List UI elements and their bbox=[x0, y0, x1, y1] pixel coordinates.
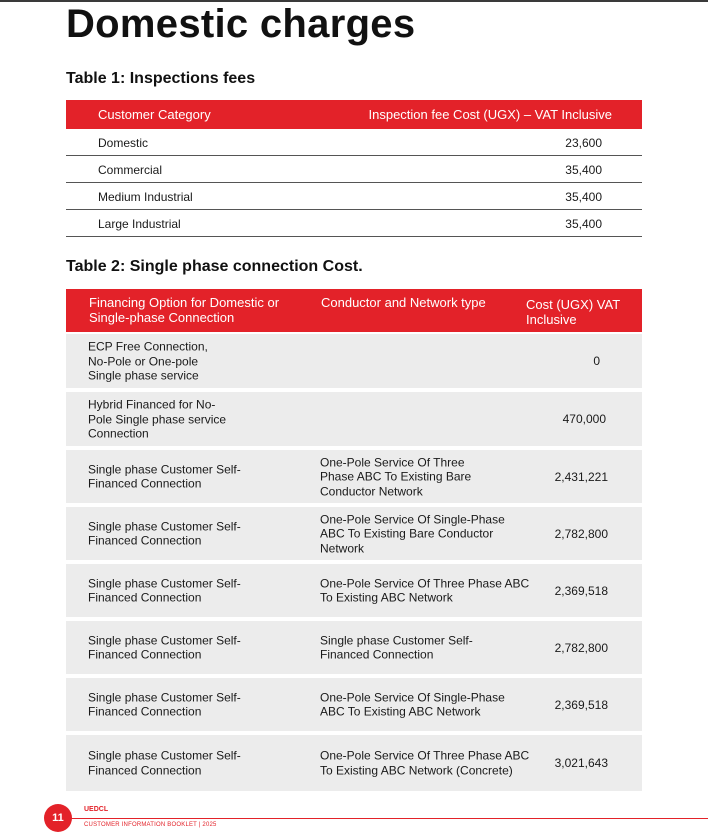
category-cell: Medium Industrial bbox=[98, 190, 193, 204]
table-row bbox=[66, 507, 642, 560]
option-cell: Single phase Customer Self-Financed Connection bbox=[88, 519, 241, 548]
inspection-fees-table bbox=[66, 100, 642, 237]
category-cell: Commercial bbox=[98, 163, 163, 177]
category-cell: Domestic bbox=[98, 136, 149, 150]
cost-cell: 2,369,518 bbox=[554, 583, 608, 598]
table2-caption: Table 2: Single phase connection Cost. bbox=[66, 258, 363, 275]
table-row bbox=[66, 183, 642, 210]
table1-header-cost: Inspection fee Cost (UGX) – VAT Inclusive bbox=[368, 107, 612, 122]
table2-header-network: Conductor and Network type bbox=[321, 295, 486, 310]
table-row bbox=[66, 156, 642, 183]
option-cell: Single phase Customer Self-Financed Connection bbox=[88, 690, 241, 719]
network-cell: One-Pole Service Of Single-Phase ABC To Existing ABC Network bbox=[320, 690, 505, 719]
table-row bbox=[66, 450, 642, 503]
cost-cell: 2,369,518 bbox=[554, 697, 608, 712]
cost-cell: 2,431,221 bbox=[554, 469, 608, 484]
option-cell: Single phase Customer Self-Financed Connection bbox=[88, 748, 241, 777]
cost-cell: 35,400 bbox=[565, 217, 602, 231]
cost-cell: 470,000 bbox=[562, 411, 606, 426]
network-cell: One-Pole Service Of Three Phase ABC To Existing Bare Conductor Network bbox=[320, 454, 472, 498]
network-cell: One-Pole Service Of Single-Phase ABC To Existing Bare Conductor Network bbox=[320, 511, 505, 555]
option-cell: Single phase Customer Self-Financed Connection bbox=[88, 576, 241, 605]
table1-header bbox=[66, 100, 642, 129]
table2-header-cost: Cost (UGX) VAT Inclusive bbox=[526, 297, 620, 327]
table2-header bbox=[66, 289, 642, 332]
option-cell: Single phase Customer Self-Financed Connection bbox=[88, 462, 241, 491]
table-row bbox=[66, 621, 642, 674]
single-phase-connection-table bbox=[66, 289, 642, 791]
table-row bbox=[66, 334, 642, 388]
cost-cell: 2,782,800 bbox=[554, 526, 608, 541]
cost-cell: 2,782,800 bbox=[554, 640, 608, 655]
page-title: Domestic charges bbox=[66, 2, 416, 46]
network-cell: One-Pole Service Of Three Phase ABC To Existing ABC Network (Concrete) bbox=[320, 748, 530, 777]
footer-brand: UEDCL bbox=[84, 806, 109, 813]
cost-cell: 23,600 bbox=[565, 136, 602, 150]
option-cell: Hybrid Financed for No-Pole Single phase service Connection bbox=[88, 397, 227, 441]
cost-cell: 35,400 bbox=[565, 163, 602, 177]
option-cell: ECP Free Connection, No-Pole or One-pole Single phase service bbox=[88, 339, 208, 383]
table-row bbox=[66, 678, 642, 731]
cost-cell: 35,400 bbox=[565, 190, 602, 204]
network-cell: One-Pole Service Of Three Phase ABC To Existing ABC Network bbox=[320, 576, 530, 605]
option-cell: Single phase Customer Self-Financed Connection bbox=[88, 633, 241, 662]
category-cell: Large Industrial bbox=[98, 217, 181, 231]
table-row bbox=[66, 564, 642, 617]
footer-subtitle: CUSTOMER INFORMATION BOOKLET | 2025 bbox=[84, 822, 217, 828]
footer-rule bbox=[58, 818, 708, 819]
network-cell: Single phase Customer Self-Financed Connection bbox=[320, 633, 473, 662]
table-row bbox=[66, 210, 642, 237]
page-number-badge: 11 bbox=[44, 804, 72, 832]
table2-header-option: Financing Option for Domestic or Single-phase Connection bbox=[89, 295, 280, 325]
cost-cell: 0 bbox=[593, 353, 600, 368]
table-row bbox=[66, 735, 642, 791]
table1-caption: Table 1: Inspections fees bbox=[66, 70, 256, 87]
table-row bbox=[66, 129, 642, 156]
cost-cell: 3,021,643 bbox=[554, 755, 608, 770]
table-row bbox=[66, 392, 642, 446]
table1-header-category: Customer Category bbox=[98, 107, 211, 122]
